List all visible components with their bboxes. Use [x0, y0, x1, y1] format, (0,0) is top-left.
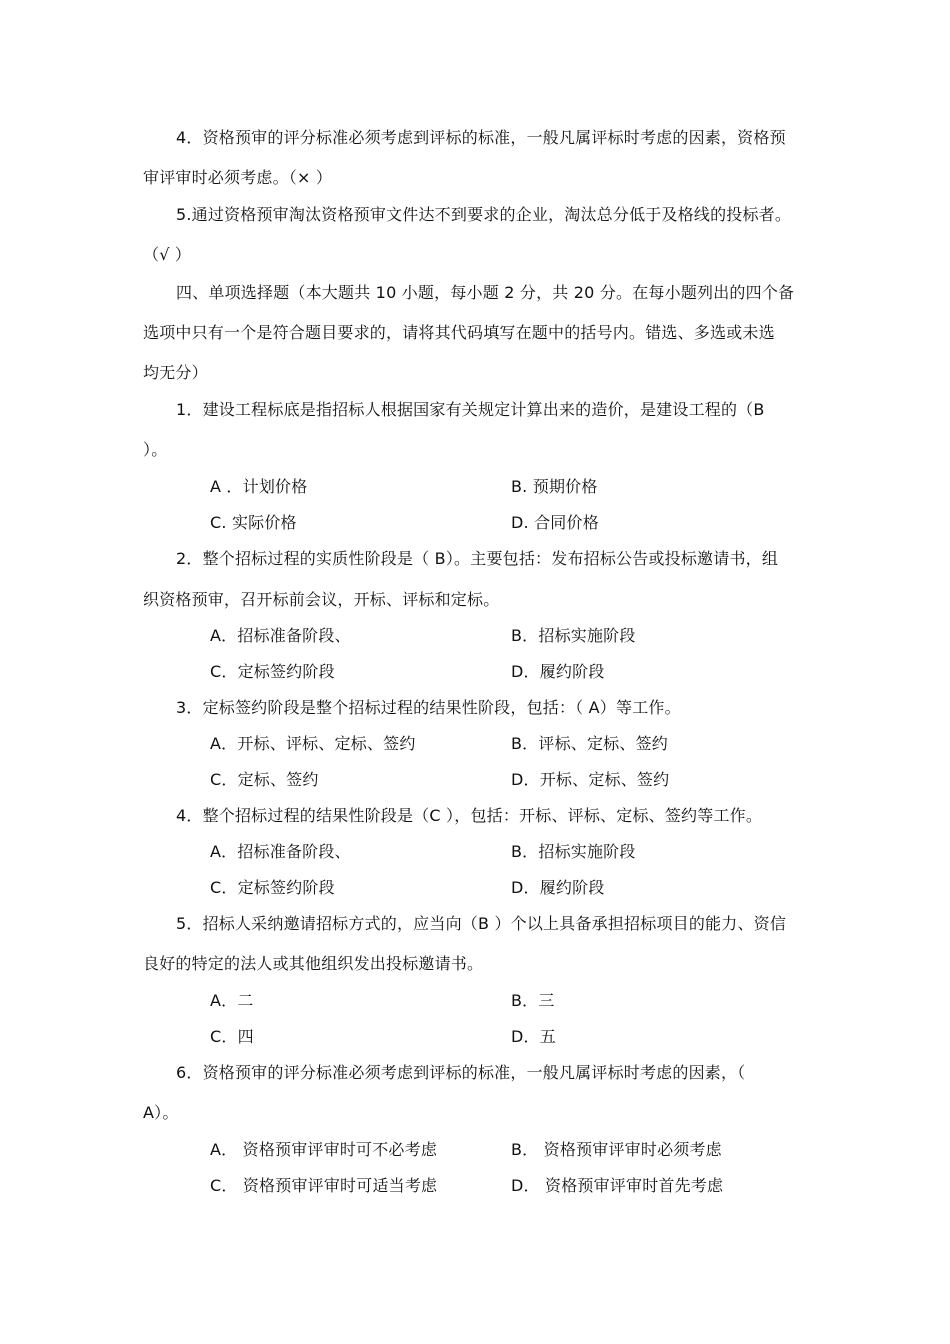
question-5-option-a: A．二	[210, 991, 254, 1010]
judgement-item-4-line1: 4．资格预审的评分标准必须考虑到评标的标准，一般凡属评标时考虑的因素，资格预	[176, 128, 786, 147]
question-6-stem-line2: A）。	[143, 1103, 179, 1122]
section-heading-line2: 选项中只有一个是符合题目要求的，请将其代码填写在题中的括号内。错选、多选或未选	[143, 323, 775, 342]
question-6-stem-line1: 6．资格预审的评分标准必须考虑到评标的标准，一般凡属评标时考虑的因素，（	[176, 1063, 746, 1082]
question-6-option-c: C． 资格预审评审时可适当考虑	[210, 1176, 438, 1195]
question-6-option-b: B． 资格预审评审时必须考虑	[511, 1140, 722, 1159]
question-5-option-b: B．三	[511, 991, 555, 1010]
question-4-option-d: D．履约阶段	[511, 878, 605, 897]
question-1-option-b: B. 预期价格	[511, 477, 598, 496]
question-5-stem-line1: 5．招标人采纳邀请招标方式的，应当向（B ）个以上具备承担招标项目的能力、资信	[176, 914, 787, 933]
question-3-stem-line1: 3．定标签约阶段是整个招标过程的结果性阶段，包括：（ A）等工作。	[176, 698, 681, 717]
question-4-option-b: B．招标实施阶段	[511, 842, 636, 861]
question-2-stem-line2: 织资格预审，召开标前会议，开标、评标和定标。	[143, 590, 500, 609]
question-1-option-a: A ．计划价格	[210, 477, 308, 496]
question-1-stem-line1: 1．建设工程标底是指招标人根据国家有关规定计算出来的造价，是建设工程的（B	[176, 400, 765, 419]
question-4-option-c: C．定标签约阶段	[210, 878, 335, 897]
question-3-option-c: C．定标、签约	[210, 770, 319, 789]
question-3-option-b: B．评标、定标、签约	[511, 734, 668, 753]
question-2-option-a: A．招标准备阶段、	[210, 626, 351, 645]
section-heading-line3: 均无分）	[143, 363, 208, 382]
question-3-option-a: A．开标、评标、定标、签约	[210, 734, 416, 753]
question-6-option-a: A． 资格预审评审时可不必考虑	[210, 1140, 438, 1159]
question-5-option-d: D．五	[511, 1027, 556, 1046]
question-3-option-d: D．开标、定标、签约	[511, 770, 670, 789]
judgement-item-5-line1: 5.通过资格预审淘汰资格预审文件达不到要求的企业，淘汰总分低于及格线的投标者。	[176, 205, 792, 224]
question-4-stem-line1: 4．整个招标过程的结果性阶段是（C ），包括：开标、评标、定标、签约等工作。	[176, 806, 763, 825]
question-2-stem-line1: 2．整个招标过程的实质性阶段是（ B）。主要包括：发布招标公告或投标邀请书，组	[176, 549, 779, 568]
judgement-item-4-line2: 审评审时必须考虑。（× ）	[143, 168, 333, 187]
question-1-stem-line2: ）。	[143, 440, 168, 459]
section-heading-line1: 四、单项选择题（本大题共 10 小题，每小题 2 分，共 20 分。在每小题列出的四个备	[176, 283, 795, 302]
judgement-item-5-line2: （√ ）	[143, 245, 192, 264]
question-1-option-c: C. 实际价格	[210, 513, 297, 532]
question-5-option-c: C．四	[210, 1027, 254, 1046]
question-1-option-d: D. 合同价格	[511, 513, 599, 532]
question-6-option-d: D． 资格预审评审时首先考虑	[511, 1176, 724, 1195]
question-5-stem-line2: 良好的特定的法人或其他组织发出投标邀请书。	[143, 954, 484, 973]
question-2-option-b: B．招标实施阶段	[511, 626, 636, 645]
question-2-option-c: C．定标签约阶段	[210, 662, 335, 681]
question-4-option-a: A．招标准备阶段、	[210, 842, 351, 861]
question-2-option-d: D．履约阶段	[511, 662, 605, 681]
